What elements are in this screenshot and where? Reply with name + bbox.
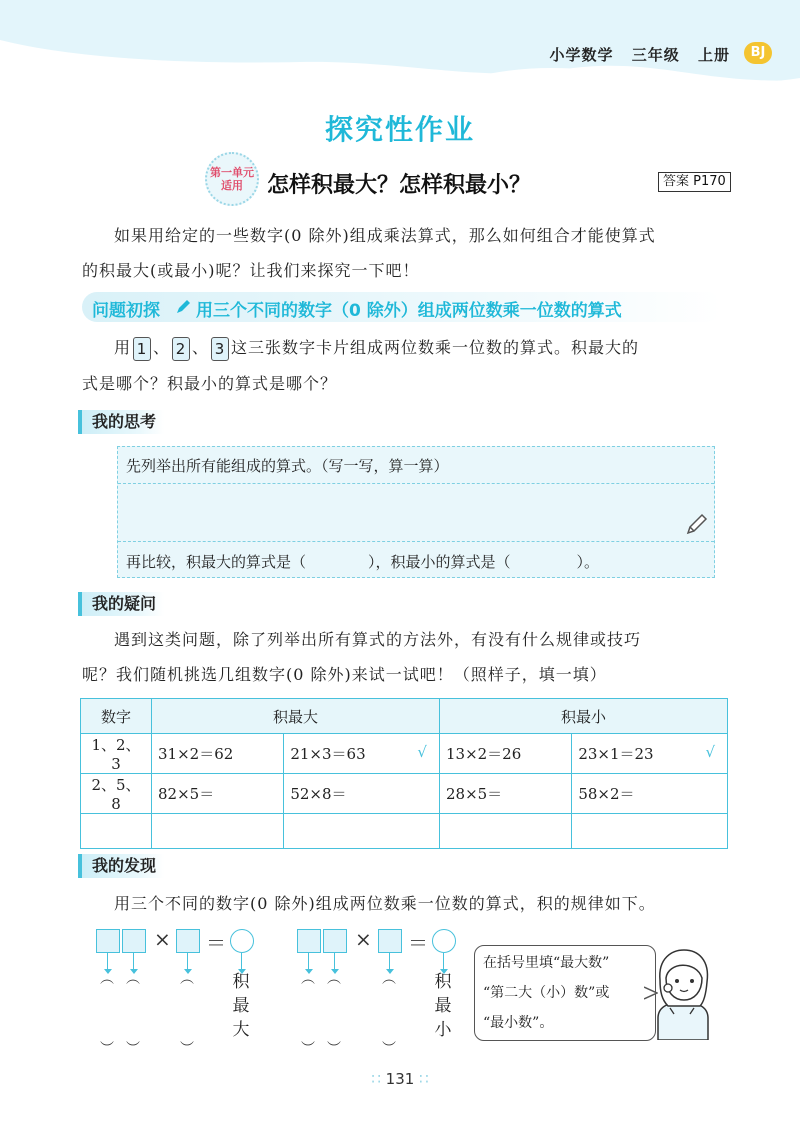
bubble-line: “第二大（小）数”或	[483, 985, 610, 1001]
card-sep-2: 、	[192, 338, 210, 357]
digit-box[interactable]	[96, 929, 120, 953]
table-cell	[572, 734, 728, 774]
table-cell: 31×2＝62	[152, 734, 284, 774]
dots-icon: ∷	[371, 1070, 386, 1088]
thinking-compare	[126, 551, 599, 572]
cell-text: 21×3＝63	[290, 745, 366, 763]
table-cell	[284, 734, 440, 774]
table-cell[interactable]	[81, 814, 152, 849]
digit-box[interactable]	[176, 929, 200, 953]
thinking-box	[117, 446, 715, 578]
pencil-icon	[684, 511, 710, 537]
table-cell[interactable]	[284, 814, 440, 849]
header-info	[537, 44, 730, 65]
discovery-tag: 我的发现	[78, 854, 164, 878]
table-cell: 13×2＝26	[439, 734, 571, 774]
header-grade: 三年级	[631, 46, 680, 64]
table-cell[interactable]: 52×8＝	[284, 774, 440, 814]
number-card-1: 1	[133, 337, 151, 361]
page-title: 探究性作业	[324, 113, 475, 146]
arrow-icon	[241, 953, 242, 971]
blank-paren-bottom: ︶	[180, 1041, 194, 1057]
problem-lead: 用	[114, 338, 132, 357]
check-mark: √	[705, 743, 715, 761]
problem-tail: 这三张数字卡片组成两位数乘一位数的算式。积最大的	[231, 338, 640, 357]
max-label	[231, 970, 251, 1042]
digit-box[interactable]	[378, 929, 402, 953]
label-char: 最	[434, 996, 452, 1016]
label-char: 积	[232, 972, 250, 992]
intro-line1: 如果用给定的一些数字(0 除外)组成乘法算式，那么如何组合才能使算式	[114, 226, 656, 245]
table-row	[81, 814, 728, 849]
page-number-text: 131	[385, 1070, 415, 1088]
compare-b: ），积最小的算式是（	[368, 553, 511, 571]
unit-seal	[205, 152, 259, 206]
product-circle	[230, 929, 254, 953]
check-mark: √	[417, 743, 427, 761]
blank-paren-bottom: ︶	[100, 1041, 114, 1057]
label-char: 大	[232, 1020, 250, 1040]
discovery-line1: 用三个不同的数字(0 除外)组成两位数乘一位数的算式，积的规律如下。	[114, 894, 656, 913]
label-char: 积	[434, 972, 452, 992]
table-row	[81, 734, 728, 774]
blank-paren-top: ︵	[382, 971, 396, 987]
table-cell[interactable]	[572, 814, 728, 849]
pencil-icon	[174, 298, 192, 316]
blank-paren-bottom: ︶	[382, 1041, 396, 1057]
header-min: 积最小	[439, 699, 727, 734]
header-digits: 数字	[81, 699, 152, 734]
product-circle	[432, 929, 456, 953]
bubble-line: “最小数”。	[483, 1015, 554, 1031]
label-char: 小	[434, 1020, 452, 1040]
table-cell[interactable]: 28×5＝	[439, 774, 571, 814]
digit-box[interactable]	[323, 929, 347, 953]
question-line1: 遇到这类问题，除了列举出所有算式的方法外，有没有什么规律或技巧	[114, 630, 642, 649]
blank-paren-top: ︵	[100, 971, 114, 987]
answer-page: P170	[693, 174, 726, 189]
compare-a: 再比较，积最大的算式是（	[126, 553, 307, 571]
blank-paren-bottom: ︶	[327, 1041, 341, 1057]
header-subject: 小学数学	[549, 46, 614, 64]
divider	[118, 483, 714, 484]
table-cell: 1、2、3	[81, 734, 152, 774]
thinking-tag: 我的思考	[78, 410, 164, 434]
seal-line1: 第一单元	[210, 166, 254, 179]
equals-sign: ＝	[408, 931, 428, 955]
divider	[118, 541, 714, 542]
question-line2: 呢？我们随机挑选几组数字(0 除外)来试一试吧！（照样子，填一填）	[82, 665, 607, 684]
header-volume: 上册	[697, 46, 730, 64]
label-char: 最	[232, 996, 250, 1016]
number-card-2: 2	[172, 337, 190, 361]
answer-label: 答案	[663, 174, 690, 189]
trial-table	[80, 698, 728, 849]
table-cell: 2、5、8	[81, 774, 152, 814]
table-header-row	[81, 699, 728, 734]
edition-badge: BJ	[744, 42, 772, 64]
digit-box[interactable]	[297, 929, 321, 953]
number-card-3: 3	[211, 337, 229, 361]
blank-paren-top: ︵	[301, 971, 315, 987]
card-sep-1: 、	[153, 338, 171, 357]
dots-icon: ∷	[414, 1070, 429, 1088]
speech-bubble	[474, 945, 656, 1041]
header-max: 积最大	[152, 699, 440, 734]
question-tag: 我的疑问	[78, 592, 164, 616]
bubble-line: 在括号里填“最大数”	[483, 955, 610, 971]
page-number	[0, 1070, 800, 1088]
cell-text: 23×1＝23	[578, 745, 654, 763]
table-cell[interactable]: 82×5＝	[152, 774, 284, 814]
problem-line2: 式是哪个？积最小的算式是哪个？	[82, 374, 338, 393]
seal-line2: 适用	[221, 179, 243, 192]
digit-box[interactable]	[122, 929, 146, 953]
blank-paren-top: ︵	[126, 971, 140, 987]
thinking-prompt: 先列举出所有能组成的算式。（写一写，算一算）	[126, 457, 449, 475]
girl-avatar	[650, 948, 716, 1040]
subtitle: 怎样积最大？怎样积最小？	[267, 173, 532, 198]
blank-paren-bottom: ︶	[126, 1041, 140, 1057]
table-cell[interactable]	[439, 814, 571, 849]
problem-text: 用三个不同的数字（0 除外）组成两位数乘一位数的算式	[196, 301, 622, 321]
blank-paren-top: ︵	[327, 971, 341, 987]
answer-reference	[658, 172, 731, 192]
intro-line2: 的积最大(或最小)呢？让我们来探究一下吧！	[82, 261, 420, 280]
table-cell[interactable]	[152, 814, 284, 849]
min-label	[433, 970, 453, 1042]
blank-paren-bottom: ︶	[301, 1041, 315, 1057]
blank-paren-top: ︵	[180, 971, 194, 987]
times-sign: ×	[154, 927, 171, 951]
times-sign: ×	[355, 927, 372, 951]
compare-c: ）。	[576, 553, 600, 571]
table-row	[81, 774, 728, 814]
table-cell[interactable]: 58×2＝	[572, 774, 728, 814]
equals-sign: ＝	[206, 931, 226, 955]
problem-line1	[82, 330, 732, 365]
arrow-icon	[443, 953, 444, 971]
problem-label: 问题初探	[92, 301, 160, 321]
